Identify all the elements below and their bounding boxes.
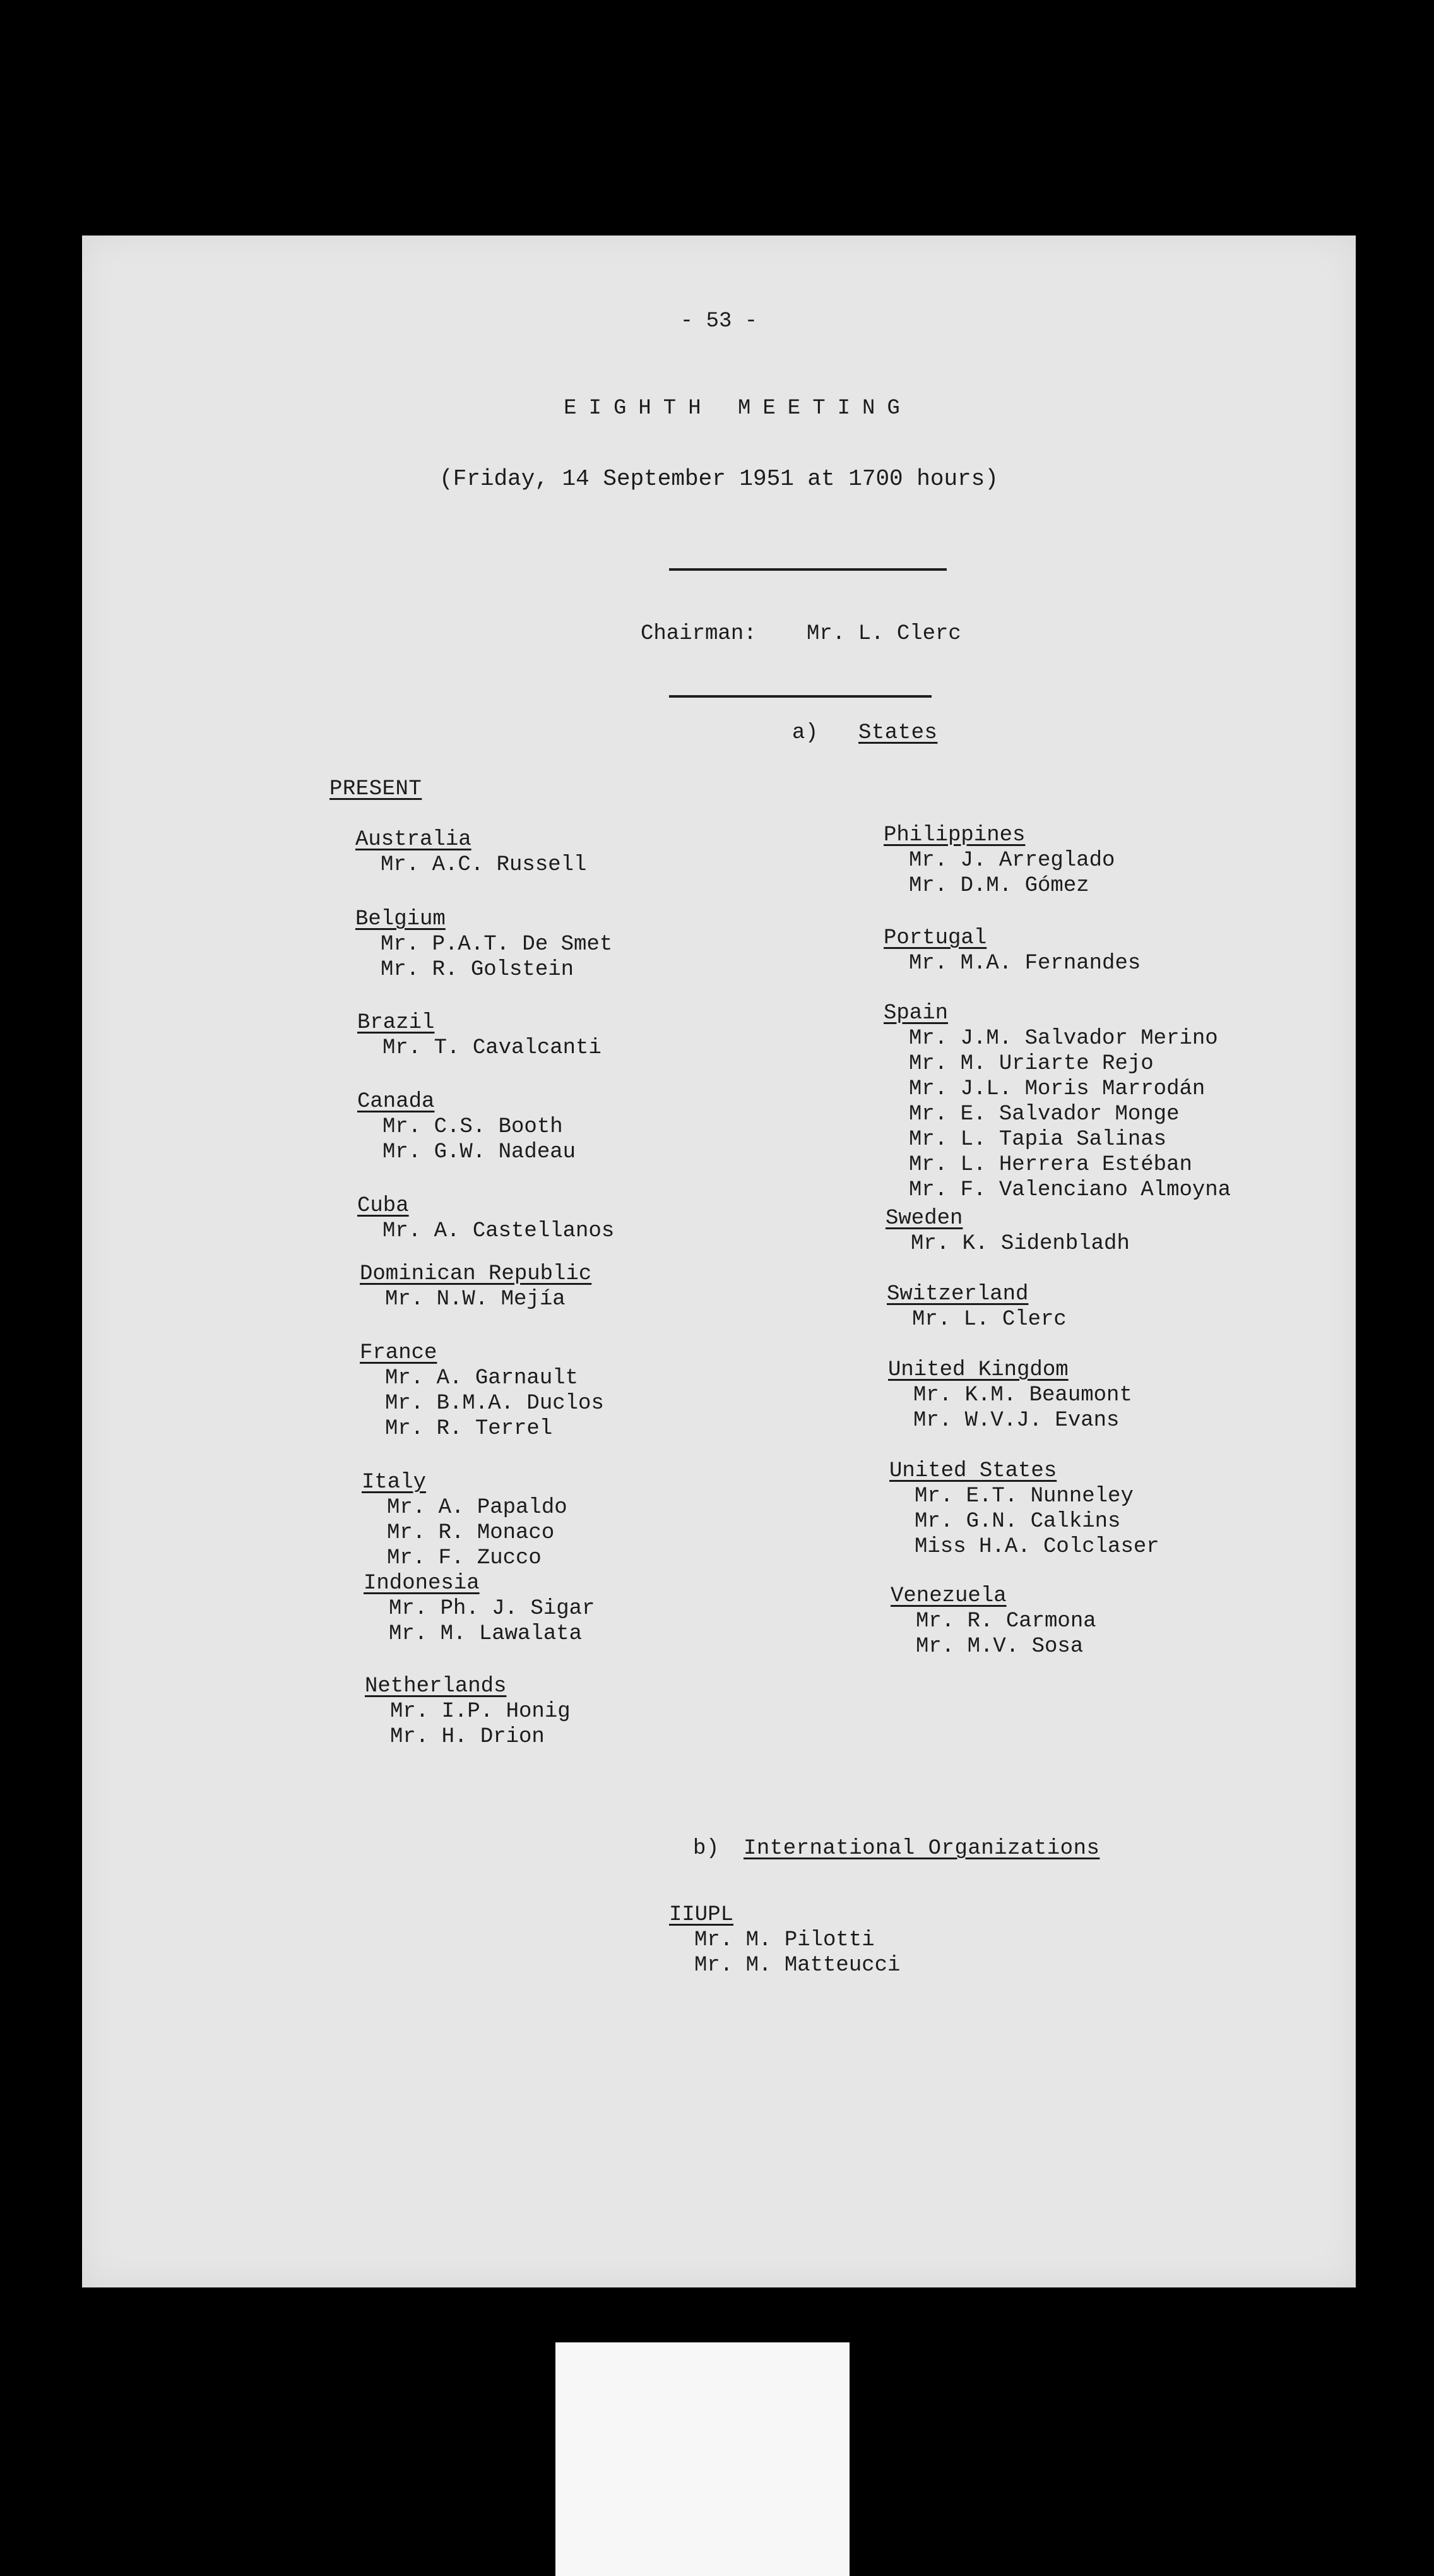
- delegate-name: Mr. R. Carmona: [916, 1609, 1096, 1633]
- delegation-group: [884, 823, 1115, 898]
- delegate-name: Mr. E. Salvador Monge: [909, 1102, 1180, 1126]
- delegate-name: Mr. N.W. Mejía: [385, 1287, 566, 1311]
- delegate-name: Mr. D.M. Gómez: [909, 874, 1089, 898]
- delegate-name: Mr. J. Arreglado: [909, 849, 1115, 873]
- country-name: Indonesia: [364, 1571, 480, 1595]
- delegation-group: [889, 1458, 1159, 1559]
- delegate-name: Miss H.A. Colclaser: [915, 1535, 1159, 1559]
- country-name: Netherlands: [365, 1674, 507, 1698]
- delegate-name: Mr. M. Uriarte Rejo: [909, 1052, 1154, 1076]
- delegate-name: Mr. M.A. Fernandes: [909, 951, 1141, 975]
- country-name: United Kingdom: [888, 1358, 1069, 1382]
- delegation-group: [887, 1282, 1067, 1332]
- country-name: Cuba: [357, 1194, 409, 1218]
- archive-label-card: [555, 2342, 850, 2576]
- section-a-title: States: [858, 721, 938, 745]
- country-name: Brazil: [357, 1011, 435, 1035]
- divider-rule: [669, 695, 932, 698]
- delegation-group: [362, 1470, 567, 1571]
- delegate-name: Mr. A. Castellanos: [382, 1219, 615, 1243]
- delegate-name: Mr. K.M. Beaumont: [913, 1383, 1132, 1407]
- country-name: Australia: [355, 828, 471, 852]
- delegate-name: Mr. Ph. J. Sigar: [389, 1597, 595, 1621]
- delegation-group: [669, 1902, 900, 1978]
- delegation-group: [884, 1001, 1231, 1203]
- delegation-group: [360, 1261, 591, 1312]
- country-name: Italy: [362, 1470, 427, 1494]
- country-name: IIUPL: [669, 1903, 734, 1927]
- delegate-name: Mr. R. Terrel: [385, 1417, 553, 1441]
- delegate-name: Mr. A. Papaldo: [387, 1496, 567, 1520]
- delegate-name: Mr. M. Lawalata: [389, 1622, 583, 1646]
- country-name: Switzerland: [887, 1282, 1029, 1306]
- delegation-group: [355, 827, 586, 878]
- delegate-name: Mr. A. Garnault: [385, 1366, 579, 1390]
- present-label: PRESENT: [329, 777, 422, 801]
- delegation-group: [886, 1206, 1130, 1256]
- country-name: Philippines: [884, 823, 1026, 847]
- delegate-name: Mr. F. Valenciano Almoyna: [909, 1178, 1231, 1202]
- delegation-group: [891, 1583, 1096, 1659]
- delegate-name: Mr. P.A.T. De Smet: [381, 933, 613, 957]
- delegate-name: Mr. L. Tapia Salinas: [909, 1128, 1167, 1152]
- delegation-group: [364, 1571, 595, 1647]
- delegate-name: Mr. L. Clerc: [912, 1308, 1067, 1332]
- delegate-name: Mr. I.P. Honig: [390, 1700, 571, 1724]
- country-name: Canada: [357, 1090, 435, 1114]
- delegate-name: Mr. H. Drion: [390, 1725, 545, 1749]
- document-page: [82, 236, 1356, 2287]
- delegate-name: Mr. M. Pilotti: [694, 1928, 875, 1952]
- delegate-name: Mr. M.V. Sosa: [916, 1635, 1084, 1659]
- delegate-name: Mr. G.N. Calkins: [915, 1510, 1121, 1534]
- divider-rule: [669, 568, 947, 571]
- country-name: Venezuela: [891, 1584, 1007, 1608]
- country-name: Belgium: [355, 907, 446, 931]
- delegate-name: Mr. L. Herrera Estéban: [909, 1153, 1192, 1177]
- delegate-name: Mr. B.M.A. Duclos: [385, 1392, 604, 1416]
- section-b-title: International Organizations: [744, 1837, 1100, 1861]
- section-b-marker: b): [693, 1837, 720, 1861]
- delegate-name: Mr. M. Matteucci: [694, 1953, 901, 1977]
- delegation-group: [888, 1357, 1132, 1433]
- delegate-name: Mr. T. Cavalcanti: [382, 1036, 601, 1060]
- delegate-name: Mr. E.T. Nunneley: [915, 1484, 1134, 1508]
- delegate-name: Mr. R. Golstein: [381, 958, 574, 982]
- country-name: Spain: [884, 1001, 949, 1025]
- delegation-group: [360, 1340, 604, 1441]
- page-number: - 53 -: [680, 309, 758, 333]
- meeting-title: EIGHTH MEETING: [564, 397, 912, 420]
- delegate-name: Mr. G.W. Nadeau: [382, 1140, 576, 1164]
- delegate-name: Mr. A.C. Russell: [381, 853, 587, 877]
- delegate-name: Mr. R. Monaco: [387, 1521, 555, 1545]
- country-name: Dominican Republic: [360, 1262, 592, 1286]
- delegate-name: Mr. C.S. Booth: [382, 1115, 563, 1139]
- chairman-label: Chairman:: [641, 622, 757, 646]
- delegate-name: Mr. W.V.J. Evans: [913, 1409, 1120, 1433]
- delegation-group: [357, 1089, 576, 1165]
- section-a-marker: a): [792, 721, 819, 745]
- delegate-name: Mr. J.L. Moris Marrodán: [909, 1077, 1206, 1101]
- country-name: Sweden: [886, 1207, 963, 1231]
- delegation-group: [355, 907, 612, 982]
- delegation-group: [357, 1010, 601, 1061]
- delegation-group: [357, 1193, 614, 1244]
- delegate-name: Mr. K. Sidenbladh: [911, 1232, 1130, 1256]
- delegation-group: [884, 926, 1141, 976]
- country-name: France: [360, 1341, 437, 1365]
- delegation-group: [365, 1674, 571, 1750]
- delegate-name: Mr. J.M. Salvador Merino: [909, 1027, 1218, 1051]
- delegate-name: Mr. F. Zucco: [387, 1546, 542, 1570]
- chairman-name: Mr. L. Clerc: [807, 622, 961, 646]
- country-name: Portugal: [884, 926, 987, 950]
- country-name: United States: [889, 1459, 1057, 1483]
- meeting-date: (Friday, 14 September 1951 at 1700 hours): [439, 466, 998, 492]
